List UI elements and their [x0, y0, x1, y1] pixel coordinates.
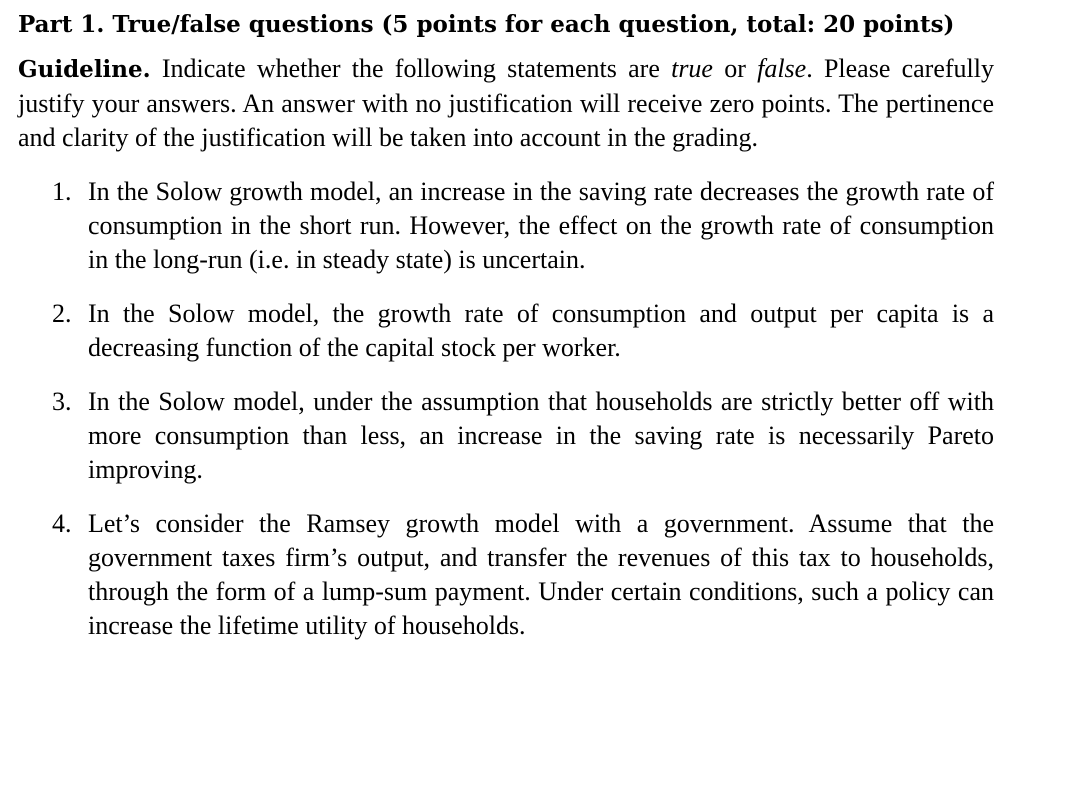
question-text: In the Solow model, the growth rate of consumption and output per capita is a decreasing function of the capital stock per worker.	[88, 299, 994, 362]
guideline-paragraph	[18, 52, 994, 155]
exam-page	[18, 8, 994, 663]
question-text: Let’s consider the Ramsey growth model with a government. Assume that the government taxes firm’s output, and transfer the revenues of this tax to households, through the form of a lump-sum payment. Under certain conditions, such a policy can increase the lifetime utility of households.	[88, 509, 994, 640]
question-text: In the Solow model, under the assumption that households are strictly better off with more consumption than less, an increase in the saving rate is necessarily Pareto improving.	[88, 387, 994, 484]
question-number: 4.	[52, 509, 72, 538]
question-item	[18, 297, 994, 365]
question-item	[18, 175, 994, 277]
question-number: 3.	[52, 387, 72, 416]
question-text: In the Solow growth model, an increase in the saving rate decreases the growth rate of consumption in the short run. However, the effect on the growth rate of consumption in the long-run (i.e. in steady state) is uncertain.	[88, 177, 994, 274]
guideline-lead: Guideline.	[18, 56, 151, 83]
question-item	[18, 507, 994, 643]
guideline-text-or: or	[712, 54, 758, 83]
question-number: 1.	[52, 177, 72, 206]
question-number: 2.	[52, 299, 72, 328]
guideline-false-word: false	[757, 54, 807, 83]
guideline-text-2: . Please carefully justify your answers. An answer with no justification will receive zero points. The pertinence and clarity of the justification will be taken into account in the grading.	[18, 54, 994, 152]
guideline-text-1: Indicate whether the following statements are	[150, 54, 672, 83]
part-title: Part 1. True/false questions (5 points for each question, total: 20 points)	[18, 11, 955, 38]
question-list	[18, 175, 994, 643]
question-item	[18, 385, 994, 487]
guideline-true-word: true	[671, 54, 713, 83]
